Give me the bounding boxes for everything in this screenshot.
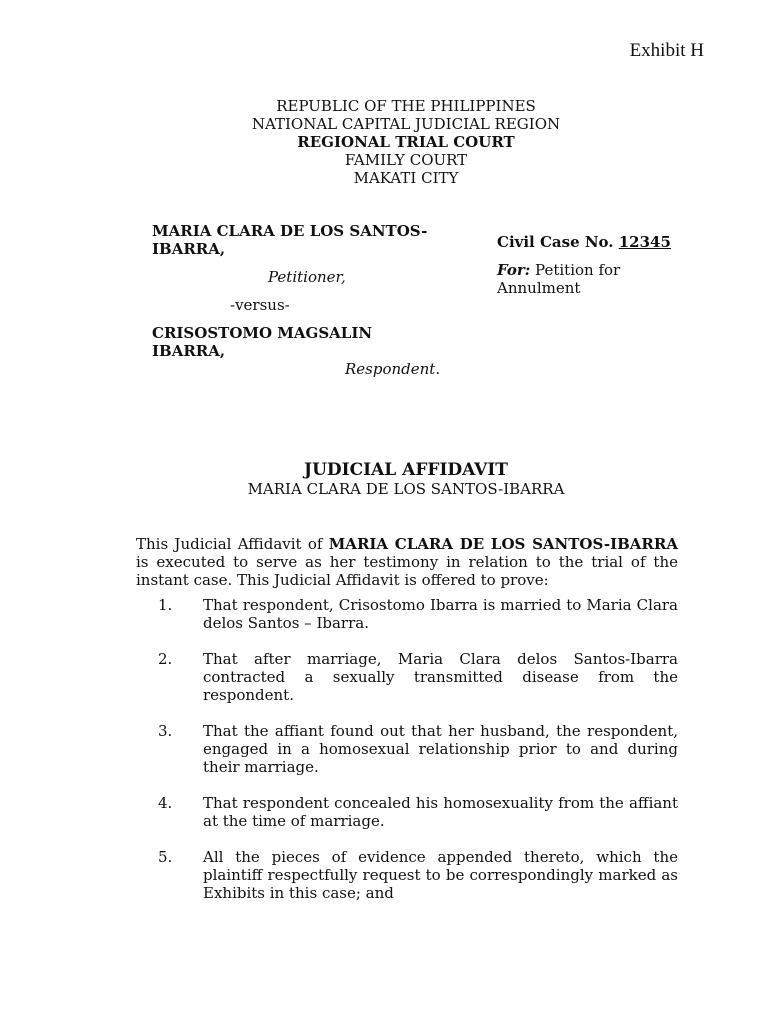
list-item [136,650,678,704]
petitioner-role: Petitioner, [268,268,346,286]
intro-paragraph [136,535,678,589]
exhibit-label: Exhibit H [629,40,704,61]
court-header [0,97,768,187]
document-subtitle: MARIA CLARA DE LOS SANTOS-IBARRA [247,480,565,498]
header-republic: REPUBLIC OF THE PHILIPPINES [276,97,536,115]
versus-label: -versus- [230,296,290,314]
respondent-role: Respondent [345,360,436,378]
respondent-name-line2: IBARRA, [152,342,226,360]
list-item-text: That respondent, Crisostomo Ibarra is married to Maria Clara delos Santos – Ibarra. [203,596,678,632]
list-item [136,848,678,902]
petitioner-name-line2: IBARRA, [152,240,226,258]
case-number-label: Civil Case No. [497,233,619,251]
list-item [136,722,678,776]
case-caption-parties [152,222,472,378]
header-region: NATIONAL CAPITAL JUDICIAL REGION [251,115,561,133]
list-item-number: 5. [158,848,173,866]
purpose-list [136,596,678,902]
respondent-role-period: . [435,360,441,378]
intro-text-end: is executed to serve as her testimony in relation to the trial of the instant case. This Judicial Affidavit is offered to prove: [136,553,678,589]
list-item-text: That after marriage, Maria Clara delos Santos-Ibarra contracted a sexually transmitted disease from the respondent. [203,650,678,704]
case-nature [497,261,687,279]
case-number-value: 12345 [618,233,671,251]
case-caption-details [497,233,687,297]
header-city: MAKATI CITY [353,169,459,187]
case-for-text-line2: Annulment [497,279,581,297]
petitioner-name-line1: MARIA CLARA DE LOS SANTOS- [152,222,428,240]
list-item-text: That the affiant found out that her husband, the respondent, engaged in a homosexual relationship prior to and during their marriage. [203,722,678,776]
list-item [136,596,678,632]
intro-affiant-name: MARIA CLARA DE LOS SANTOS-IBARRA [328,535,678,553]
document-title: JUDICIAL AFFIDAVIT [304,460,508,480]
list-item-number: 4. [158,794,173,812]
list-item-number: 2. [158,650,173,668]
case-for-text-line1: Petition for [530,261,621,279]
list-item-text: All the pieces of evidence appended thereto, which the plaintiff respectfully request to be correspondingly marked as Exhibits in this case; and [203,848,678,902]
case-for-label: For: [497,261,531,279]
respondent-role-line [345,360,472,378]
respondent-name-line1: CRISOSTOMO MAGSALIN [152,324,373,342]
document-title-block [0,460,768,498]
list-item-text: That respondent concealed his homosexuality from the affiant at the time of marriage. [203,794,678,830]
list-item-number: 1. [158,596,173,614]
list-item-number: 3. [158,722,173,740]
header-family-court: FAMILY COURT [344,151,468,169]
civil-case-number [497,233,687,251]
intro-text-start: This Judicial Affidavit of [136,535,329,553]
list-item [136,794,678,830]
header-court: REGIONAL TRIAL COURT [297,133,515,151]
